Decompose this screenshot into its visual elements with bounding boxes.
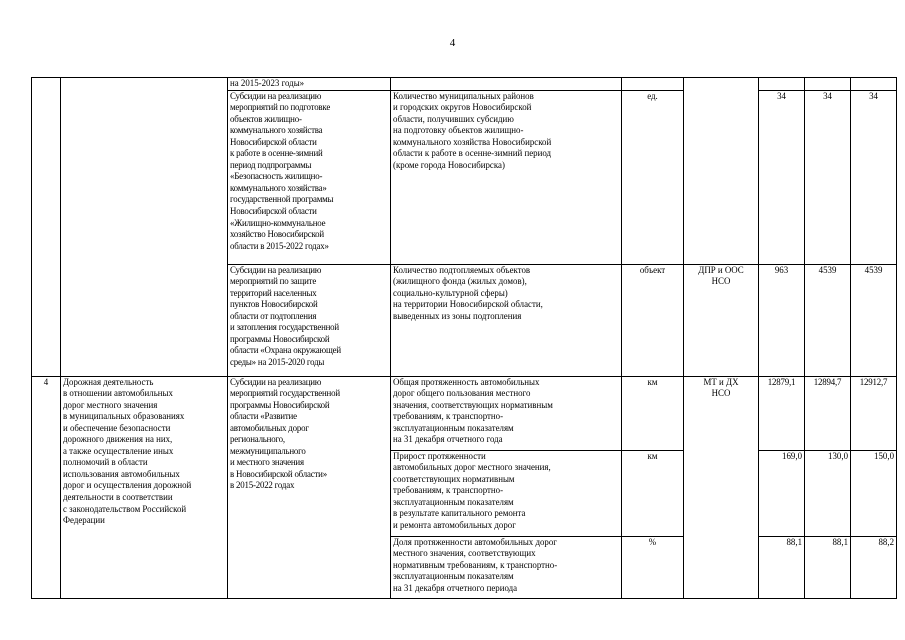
area-cell [61, 78, 228, 377]
value-cell: 150,0 [851, 450, 897, 536]
value-cell: 130,0 [805, 450, 851, 536]
value-cell: 963 [759, 264, 805, 376]
event-cell: Субсидии на реализацию мероприятий государственной программы Новосибирской области «Развитие автомобильных дорог регионального, межмуниципального и местного значения в Новосибирской области» в 2015-2022 годах [228, 376, 391, 598]
value-cell: 34 [851, 90, 897, 264]
indicators-table [31, 77, 897, 599]
table-row [32, 78, 897, 91]
unit-cell: км [622, 376, 684, 450]
num-cell: 4 [32, 376, 61, 598]
value-cell: 4539 [851, 264, 897, 376]
num-cell [32, 78, 61, 377]
value-cell: 4539 [805, 264, 851, 376]
event-cell: на 2015-2023 годы» [228, 78, 391, 91]
page-number: 4 [449, 37, 456, 49]
value-cell [805, 78, 851, 91]
executor-cell [684, 78, 759, 265]
table-row [32, 376, 897, 450]
indicator-cell: Общая протяженность автомобильных дорог общего пользования местного значения, соответствующих нормативным требованиям, к транспортно- эксплуатационным показателям на 31 декабря отчетного года [391, 376, 622, 450]
value-cell: 34 [805, 90, 851, 264]
unit-cell: % [622, 536, 684, 598]
executor-cell: МТ и ДХ НСО [684, 376, 759, 598]
indicator-cell: Доля протяженности автомобильных дорог местного значения, соответствующих нормативным требованиям, к транспортно- эксплуатационным показателям на 31 декабря отчетного периода [391, 536, 622, 598]
unit-cell [622, 78, 684, 91]
indicator-cell: Количество подтопляемых объектов (жилищного фонда (жилых домов), социально-культурной сферы) на территории Новосибирской области, выведенных из зоны подтопления [391, 264, 622, 376]
value-cell [759, 78, 805, 91]
event-cell: Субсидии на реализацию мероприятий по подготовке объектов жилищно- коммунального хозяйства Новосибирской области к работе в осенне-зимний период подпрограммы «Безопасность жилищно- коммунального хозяйства» государственной программы Новосибирской области «Жилищно-коммунальное хозяйство Новосибирской области в 2015-2022 годах» [228, 90, 391, 264]
indicator-cell [391, 78, 622, 91]
unit-cell: км [622, 450, 684, 536]
value-cell [851, 78, 897, 91]
unit-cell: ед. [622, 90, 684, 264]
indicator-cell: Прирост протяженности автомобильных дорог местного значения, соответствующих нормативным требованиям, к транспортно- эксплуатационным показателям в результате капитального ремонта и ремонта автомобильных дорог [391, 450, 622, 536]
value-cell: 12894,7 [805, 376, 851, 450]
value-cell: 12912,7 [851, 376, 897, 450]
executor-cell: ДПР и ООС НСО [684, 264, 759, 376]
value-cell: 169,0 [759, 450, 805, 536]
value-cell: 88,1 [759, 536, 805, 598]
value-cell: 34 [759, 90, 805, 264]
unit-cell: объект [622, 264, 684, 376]
event-cell: Субсидии на реализацию мероприятий по защите территорий населенных пунктов Новосибирской области от подтопления и затопления государственной программы Новосибирской области «Охрана окружающей среды» на 2015-2020 годы [228, 264, 391, 376]
area-cell: Дорожная деятельность в отношении автомобильных дорог местного значения в муниципальных образованиях и обеспечение безопасности дорожного движения на них, а также осуществление иных полномочий в области использования автомобильных дорог и осуществления дорожной деятельности в соответствии с законодательством Российской Федерации [61, 376, 228, 598]
value-cell: 88,1 [805, 536, 851, 598]
value-cell: 88,2 [851, 536, 897, 598]
value-cell: 12879,1 [759, 376, 805, 450]
indicator-cell: Количество муниципальных районов и городских округов Новосибирской области, получивших субсидию на подготовку объектов жилищно- коммунального хозяйства Новосибирской области к работе в осенне-зимний период (кроме города Новосибирска) [391, 90, 622, 264]
